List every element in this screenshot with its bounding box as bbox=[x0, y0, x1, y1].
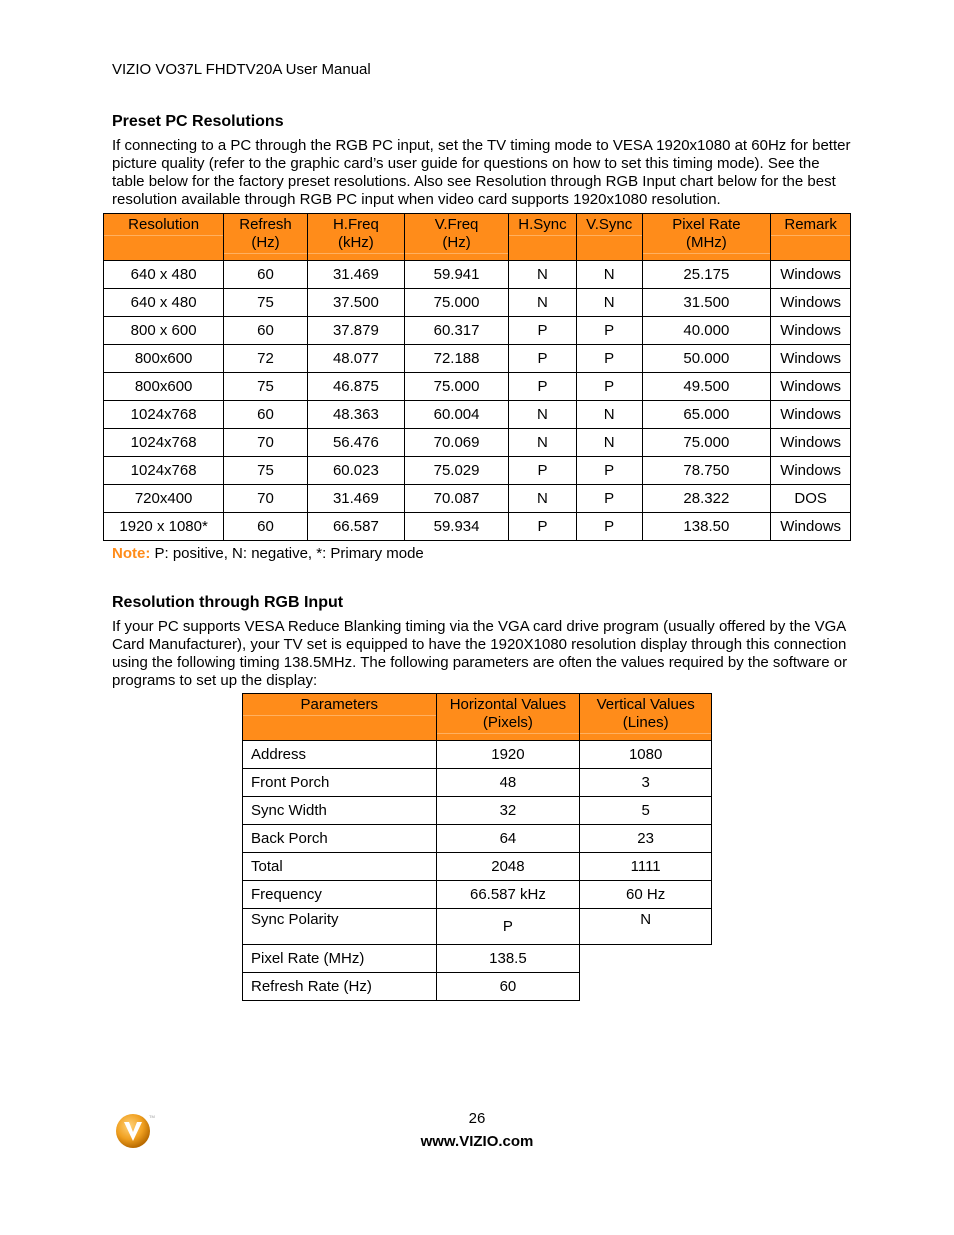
table-cell: 78.750 bbox=[642, 457, 771, 485]
table-cell: P bbox=[576, 345, 642, 373]
table-cell: Address bbox=[243, 741, 437, 769]
table-cell: 49.500 bbox=[642, 373, 771, 401]
table-cell: 70.087 bbox=[405, 485, 509, 513]
table-row bbox=[243, 945, 712, 973]
footer-url: www.VIZIO.com bbox=[420, 1133, 534, 1150]
rgb-header-2 bbox=[580, 694, 712, 741]
rgb-intro: If your PC supports VESA Reduce Blanking timing via the VGA card drive program (usually offered by the VGA Card Manufacturer), your TV set is equipped to have the 1920X1080 resolution display through this connection using the following timing 138.5MHz. The following parameters are often the values required by the software or programs to set up the display: bbox=[112, 618, 848, 689]
table-row bbox=[104, 513, 851, 541]
table-row bbox=[104, 289, 851, 317]
header-label: Horizontal Values bbox=[449, 696, 567, 713]
table-cell: Windows bbox=[771, 457, 851, 485]
table-cell: P bbox=[509, 345, 577, 373]
preset-heading: Preset PC Resolutions bbox=[112, 113, 284, 130]
table-row bbox=[243, 853, 712, 881]
header-label: H.Freq bbox=[332, 216, 379, 233]
table-row bbox=[104, 485, 851, 513]
table-cell: 75.029 bbox=[405, 457, 509, 485]
table-cell: 66.587 bbox=[307, 513, 404, 541]
table-row bbox=[243, 881, 712, 909]
table-cell: 800x600 bbox=[104, 345, 224, 373]
preset-header-3 bbox=[405, 214, 509, 261]
table-cell: 50.000 bbox=[642, 345, 771, 373]
table-cell: 75.000 bbox=[405, 373, 509, 401]
table-cell: Back Porch bbox=[243, 825, 437, 853]
table-cell: Windows bbox=[771, 261, 851, 289]
header-unit: (MHz) bbox=[685, 234, 727, 251]
header-unit: (Lines) bbox=[622, 714, 669, 731]
rgb-header-0 bbox=[243, 694, 437, 741]
table-cell: N bbox=[576, 261, 642, 289]
table-cell: 48 bbox=[436, 769, 580, 797]
table-cell: 75.000 bbox=[405, 289, 509, 317]
table-cell: 48.363 bbox=[307, 401, 404, 429]
table-cell: 56.476 bbox=[307, 429, 404, 457]
table-cell: 31.500 bbox=[642, 289, 771, 317]
table-cell: P bbox=[576, 317, 642, 345]
table-row bbox=[104, 317, 851, 345]
preset-header-4 bbox=[509, 214, 577, 261]
table-cell: 48.077 bbox=[307, 345, 404, 373]
rgb-timing-table bbox=[242, 693, 712, 1001]
table-cell: Refresh Rate (Hz) bbox=[243, 973, 437, 1001]
preset-header-7 bbox=[771, 214, 851, 261]
header-label: Pixel Rate bbox=[672, 216, 741, 233]
table-cell: P bbox=[509, 457, 577, 485]
table-note bbox=[112, 545, 424, 562]
table-cell: N bbox=[576, 289, 642, 317]
table-cell: Front Porch bbox=[243, 769, 437, 797]
table-cell: 31.469 bbox=[307, 261, 404, 289]
table-cell: N bbox=[509, 485, 577, 513]
table-cell: 1024x768 bbox=[104, 429, 224, 457]
table-cell: Windows bbox=[771, 401, 851, 429]
header-label: Parameters bbox=[300, 696, 379, 713]
preset-header-0 bbox=[104, 214, 224, 261]
table-row bbox=[104, 345, 851, 373]
table-cell: 640 x 480 bbox=[104, 289, 224, 317]
preset-header-5 bbox=[576, 214, 642, 261]
table-cell: 3 bbox=[580, 769, 712, 797]
table-cell: 60 bbox=[224, 317, 308, 345]
document-header: VIZIO VO37L FHDTV20A User Manual bbox=[112, 61, 371, 78]
table-cell: 59.941 bbox=[405, 261, 509, 289]
header-label: V.Sync bbox=[586, 216, 633, 233]
table-cell: 31.469 bbox=[307, 485, 404, 513]
table-cell: P bbox=[576, 457, 642, 485]
table-cell: N bbox=[509, 401, 577, 429]
table-cell: Sync Width bbox=[243, 797, 437, 825]
table-cell: 32 bbox=[436, 797, 580, 825]
table-cell: 59.934 bbox=[405, 513, 509, 541]
table-cell: P bbox=[576, 513, 642, 541]
empty-cell bbox=[580, 973, 712, 1001]
table-cell: 60 bbox=[224, 513, 308, 541]
table-cell: 23 bbox=[580, 825, 712, 853]
table-cell: 1024x768 bbox=[104, 401, 224, 429]
table-row bbox=[243, 769, 712, 797]
header-unit: (Hz) bbox=[442, 234, 471, 251]
table-cell: 28.322 bbox=[642, 485, 771, 513]
preset-header-2 bbox=[307, 214, 404, 261]
table-cell: Pixel Rate (MHz) bbox=[243, 945, 437, 973]
page-number: 26 bbox=[468, 1110, 486, 1127]
header-label: Resolution bbox=[128, 216, 200, 233]
table-cell: P bbox=[576, 485, 642, 513]
table-cell: 1024x768 bbox=[104, 457, 224, 485]
table-cell: Windows bbox=[771, 345, 851, 373]
table-cell: 60 Hz bbox=[580, 881, 712, 909]
empty-cell bbox=[580, 945, 712, 973]
preset-header-1 bbox=[224, 214, 308, 261]
table-cell: N bbox=[509, 261, 577, 289]
table-row bbox=[243, 973, 712, 1001]
table-cell: 75 bbox=[224, 457, 308, 485]
table-cell: 64 bbox=[436, 825, 580, 853]
header-label: V.Freq bbox=[434, 216, 479, 233]
table-cell: 37.879 bbox=[307, 317, 404, 345]
table-cell: 800 x 600 bbox=[104, 317, 224, 345]
header-unit: (Hz) bbox=[251, 234, 280, 251]
table-cell: 1920 bbox=[436, 741, 580, 769]
table-cell: 60.317 bbox=[405, 317, 509, 345]
preset-header-6 bbox=[642, 214, 771, 261]
preset-resolutions-table bbox=[103, 213, 851, 541]
table-cell: 1111 bbox=[580, 853, 712, 881]
table-cell: Total bbox=[243, 853, 437, 881]
table-row bbox=[104, 401, 851, 429]
table-cell: 40.000 bbox=[642, 317, 771, 345]
table-cell: 138.50 bbox=[642, 513, 771, 541]
header-label: Vertical Values bbox=[596, 696, 695, 713]
table-cell: N bbox=[580, 909, 712, 945]
header-label: Refresh bbox=[239, 216, 292, 233]
table-row bbox=[104, 373, 851, 401]
table-cell: 800x600 bbox=[104, 373, 224, 401]
table-cell: 60.023 bbox=[307, 457, 404, 485]
table-cell: 66.587 kHz bbox=[436, 881, 580, 909]
table-cell: Windows bbox=[771, 317, 851, 345]
table-cell: Sync Polarity bbox=[243, 909, 437, 945]
header-label: Remark bbox=[784, 216, 837, 233]
header-unit: (kHz) bbox=[337, 234, 374, 251]
table-cell: 75.000 bbox=[642, 429, 771, 457]
table-cell: 70 bbox=[224, 485, 308, 513]
table-cell: 720x400 bbox=[104, 485, 224, 513]
table-cell: P bbox=[509, 373, 577, 401]
table-cell: 72 bbox=[224, 345, 308, 373]
header-label: H.Sync bbox=[518, 216, 567, 233]
table-cell: 70.069 bbox=[405, 429, 509, 457]
table-cell: 1920 x 1080* bbox=[104, 513, 224, 541]
table-row bbox=[243, 909, 712, 945]
table-cell: 65.000 bbox=[642, 401, 771, 429]
table-cell: 75 bbox=[224, 289, 308, 317]
table-cell: 1080 bbox=[580, 741, 712, 769]
table-cell: 138.5 bbox=[436, 945, 580, 973]
table-row bbox=[243, 825, 712, 853]
table-cell: 70 bbox=[224, 429, 308, 457]
table-cell: 60.004 bbox=[405, 401, 509, 429]
table-cell: Windows bbox=[771, 289, 851, 317]
table-cell: Windows bbox=[771, 513, 851, 541]
table-cell: P bbox=[509, 317, 577, 345]
table-cell: 60 bbox=[224, 401, 308, 429]
table-cell: N bbox=[509, 429, 577, 457]
svg-text:TM: TM bbox=[149, 1114, 155, 1119]
table-cell: 60 bbox=[436, 973, 580, 1001]
table-cell: N bbox=[576, 429, 642, 457]
table-cell: N bbox=[576, 401, 642, 429]
table-cell: 2048 bbox=[436, 853, 580, 881]
table-cell: P bbox=[576, 373, 642, 401]
table-cell: 46.875 bbox=[307, 373, 404, 401]
table-cell: Windows bbox=[771, 429, 851, 457]
note-label: Note: bbox=[112, 545, 151, 562]
table-cell: N bbox=[509, 289, 577, 317]
table-row bbox=[243, 741, 712, 769]
table-cell: 60 bbox=[224, 261, 308, 289]
table-cell: DOS bbox=[771, 485, 851, 513]
table-row bbox=[104, 457, 851, 485]
table-cell: 75 bbox=[224, 373, 308, 401]
rgb-heading: Resolution through RGB Input bbox=[112, 594, 344, 611]
table-row bbox=[104, 261, 851, 289]
header-unit: (Pixels) bbox=[482, 714, 533, 731]
preset-intro: If connecting to a PC through the RGB PC input, set the TV timing mode to VESA 1920x1080 at 60Hz for better picture quality (refer to the graphic card’s user guide for questions on how to set this timing mode). See the table below for the factory preset resolutions. Also see Resolution through RGB Input chart below for the best resolution available through RGB PC input when video card supports 1920x1080 resolution. bbox=[112, 137, 851, 208]
rgb-header-1 bbox=[436, 694, 580, 741]
table-row bbox=[104, 429, 851, 457]
table-row bbox=[243, 797, 712, 825]
note-text: P: positive, N: negative, *: Primary mode bbox=[150, 545, 424, 562]
table-cell: 72.188 bbox=[405, 345, 509, 373]
table-cell: 37.500 bbox=[307, 289, 404, 317]
table-cell: Frequency bbox=[243, 881, 437, 909]
table-cell: P bbox=[436, 909, 580, 945]
table-cell: 5 bbox=[580, 797, 712, 825]
table-cell: 640 x 480 bbox=[104, 261, 224, 289]
table-cell: P bbox=[509, 513, 577, 541]
table-cell: Windows bbox=[771, 373, 851, 401]
table-cell: 25.175 bbox=[642, 261, 771, 289]
